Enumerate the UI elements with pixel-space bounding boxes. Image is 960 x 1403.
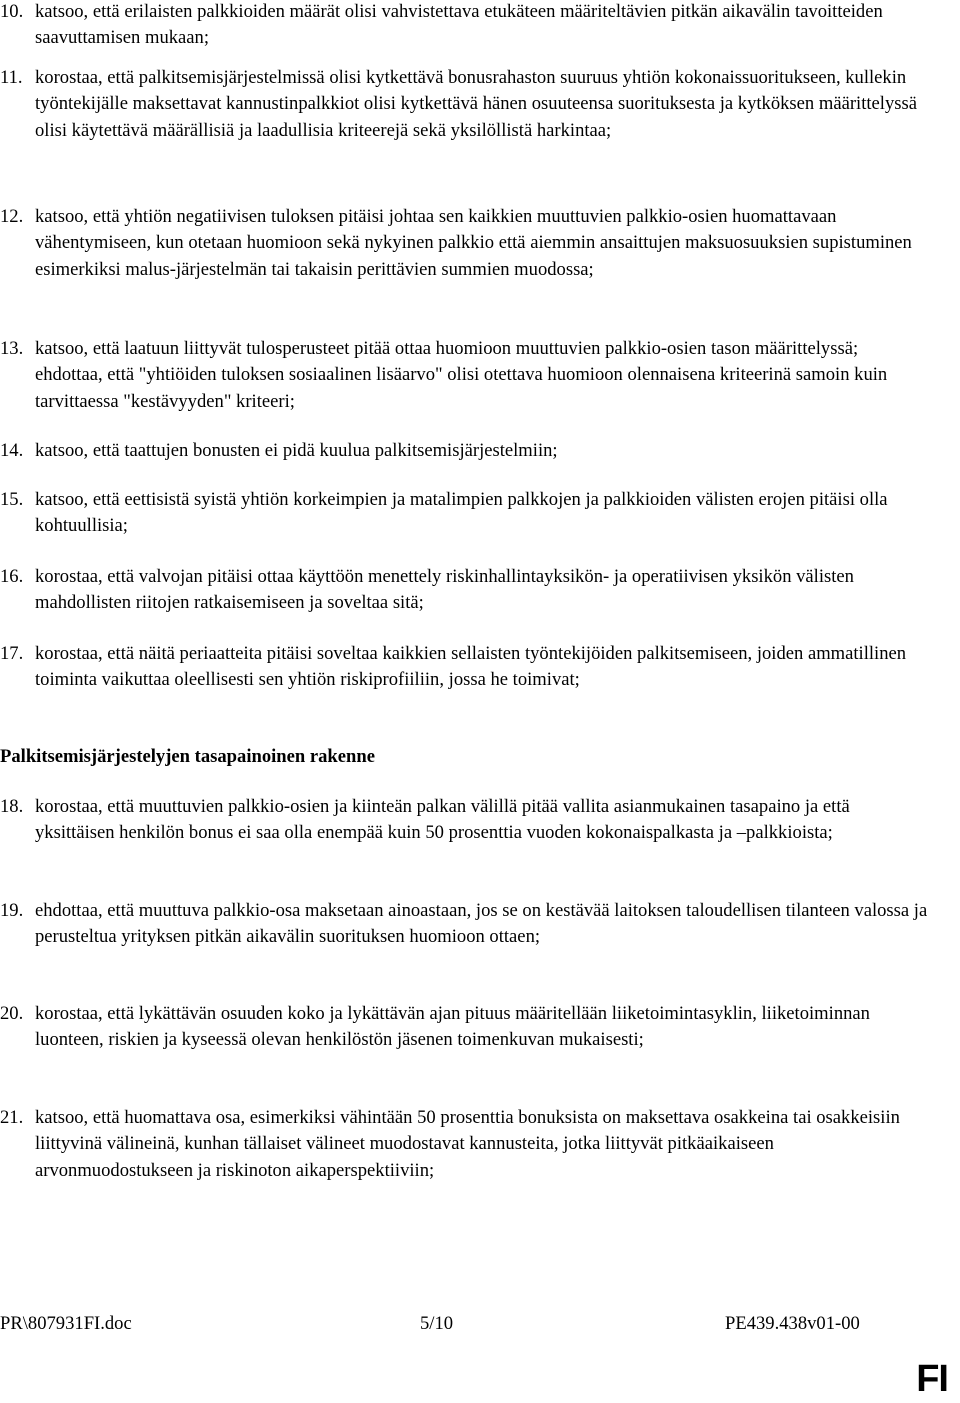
paragraph-number: 10. — [0, 1, 24, 22]
paragraph-number: 17. — [0, 643, 24, 664]
paragraph-number: 13. — [0, 338, 24, 359]
paragraph-18 — [0, 794, 930, 847]
paragraph-text: katsoo, että taattujen bonusten ei pidä kuulua palkitsemisjärjestelmiin; — [35, 440, 558, 461]
footer-doc-ref: PR\807931FI.doc — [0, 1313, 132, 1334]
footer-page-number: 5/10 — [420, 1313, 454, 1334]
section-heading: Palkitsemisjärjestelyjen tasapainoinen rakenne — [0, 746, 375, 767]
paragraph-number: 20. — [0, 1003, 24, 1024]
paragraph-text: korostaa, että näitä periaatteita pitäisi soveltaa kaikkien sellaisten työntekijöiden palkitsemiseen, joiden ammatillinen toiminta vaikuttaa oleellisesti sen yhtiön riskiprofiiliin, jossa he toimivat; — [35, 643, 907, 691]
paragraph-11 — [0, 65, 930, 144]
paragraph-16 — [0, 564, 930, 617]
paragraph-19 — [0, 898, 930, 951]
paragraph-text: korostaa, että palkitsemisjärjestelmissä olisi kytkettävä bonusrahaston suuruus yhtiön kokonaissuoritukseen, kullekin työntekijälle maksettavat kannustinpalkkiot olisi kytkettävä hänen osuuteensa suorituksesta ja kytköksen määrittelyssä olisi käytettävä määrällisiä ja laadullisia kriteerejä sekä yksilöllistä harkintaa; — [35, 67, 917, 141]
paragraph-text: korostaa, että valvojan pitäisi ottaa käyttöön menettely riskinhallintayksikön- ja operatiivisen yksikön välisten mahdollisten riitojen ratkaisemiseen ja soveltaa sitä; — [35, 566, 854, 614]
paragraph-12 — [0, 204, 930, 283]
paragraph-text: katsoo, että yhtiön negatiivisen tuloksen pitäisi johtaa sen kaikkien muuttuvien palkkio-osien huomattavaan vähentymiseen, kun otetaan huomioon sekä nykyinen palkkio että aiemmin ansaittujen maksuosuuksien supistuminen esimerkiksi malus-järjestelmän tai takaisin perittävien summien muodossa; — [35, 206, 912, 280]
paragraph-20 — [0, 1001, 930, 1054]
paragraph-14 — [0, 438, 930, 464]
paragraph-10 — [0, 0, 930, 52]
paragraph-21 — [0, 1105, 930, 1184]
language-tag: FI — [916, 1358, 948, 1400]
paragraph-number: 18. — [0, 796, 24, 817]
paragraph-text: katsoo, että laatuun liittyvät tulosperusteet pitää ottaa huomioon muuttuvien palkkio-osien tason määrittelyssä; ehdottaa, että "yhtiöiden tuloksen sosiaalinen lisäarvo" olisi otettava huomioon olennaisena kriteerinä samoin kuin tarvittaessa "kestävyyden" kriteeri; — [35, 338, 888, 412]
paragraph-text: korostaa, että lykättävän osuuden koko ja lykättävän ajan pituus määritellään liiketoimintasyklin, liiketoiminnan luonteen, riskien ja kyseessä olevan henkilöstön jäsenen toimenkuvan mukaisesti; — [35, 1003, 870, 1051]
paragraph-number: 14. — [0, 440, 24, 461]
paragraph-text: katsoo, että eettisistä syistä yhtiön korkeimpien ja matalimpien palkkojen ja palkkioiden välisten erojen pitäisi olla kohtuullisia; — [35, 489, 888, 537]
paragraph-13 — [0, 336, 930, 415]
paragraph-number: 21. — [0, 1107, 24, 1128]
paragraph-number: 11. — [0, 67, 23, 88]
paragraph-number: 15. — [0, 489, 24, 510]
paragraph-text: katsoo, että huomattava osa, esimerkiksi vähintään 50 prosenttia bonuksista on maksettava osakkeina tai osakkeisiin liittyvinä välineinä, kunhan tällaiset välineet muodostavat kannusteita, jotka liittyvät pitkäaikaiseen arvonmuodostukseen ja riskinoton aikaperspektiiviin; — [35, 1107, 900, 1181]
footer-pe-ref: PE439.438v01-00 — [725, 1313, 860, 1334]
paragraph-text: korostaa, että muuttuvien palkkio-osien ja kiinteän palkan välillä pitää vallita asianmukainen tasapaino ja että yksittäisen henkilön bonus ei saa olla enempää kuin 50 prosenttia vuoden kokonaispalkasta ja –palkkioista; — [35, 796, 850, 844]
paragraph-number: 12. — [0, 206, 24, 227]
paragraph-number: 19. — [0, 900, 24, 921]
paragraph-17 — [0, 641, 930, 694]
paragraph-text: katsoo, että erilaisten palkkioiden määrät olisi vahvistettava etukäteen määriteltävien pitkän aikavälin tavoitteiden saavuttamisen mukaan; — [35, 1, 883, 49]
paragraph-number: 16. — [0, 566, 24, 587]
paragraph-text: ehdottaa, että muuttuva palkkio-osa maksetaan ainoastaan, jos se on kestävää laitoksen taloudellisen tilanteen valossa ja perusteltua yrityksen pitkän aikavälin suorituksen huomioon ottaen; — [35, 900, 928, 948]
paragraph-15 — [0, 487, 930, 540]
